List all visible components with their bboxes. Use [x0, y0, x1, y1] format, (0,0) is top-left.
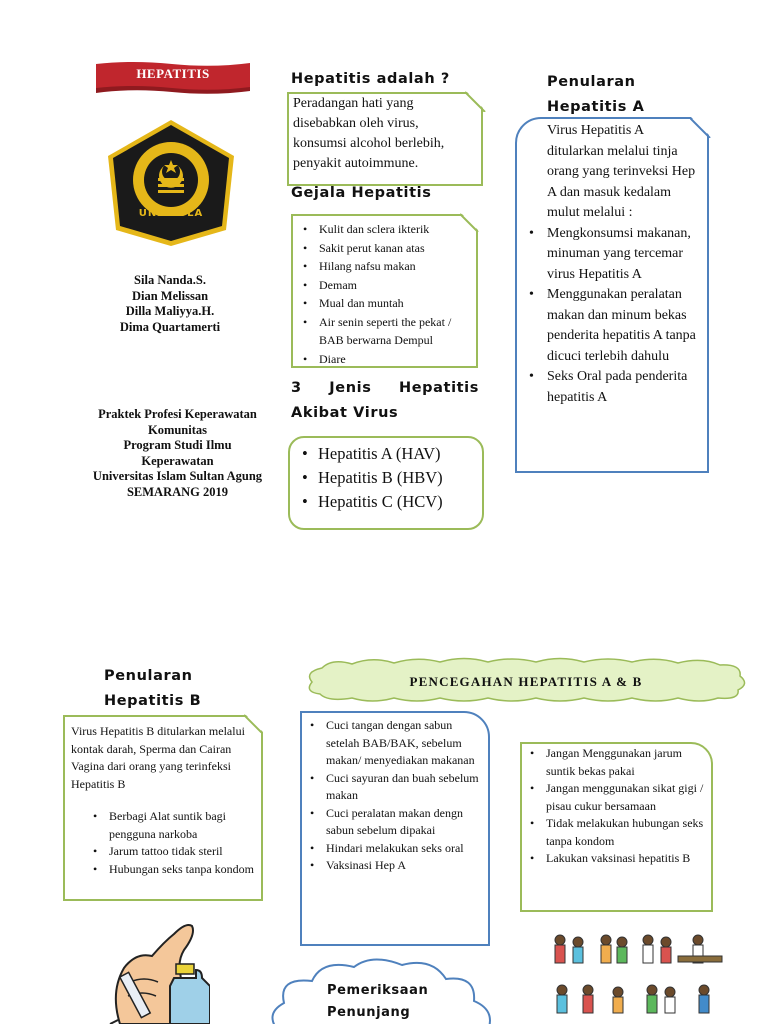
list-item: • Vaksinasi Hep A — [304, 857, 482, 875]
prevention-title: PENCEGAHAN HEPATITIS A & B — [409, 674, 643, 689]
list-item: • Menggunakan peralatan makan dan minum bekas penderita hepatitis A tanpa dicuci terlebih dahulu — [527, 285, 701, 367]
box-corner-fold — [690, 116, 712, 138]
types-title-word: Hepatitis — [399, 380, 479, 396]
list-item: • Jangan Menggunakan jarum suntik bekas pakai — [524, 745, 707, 780]
title-line: Penularan — [547, 74, 636, 90]
title-line: Hepatitis B — [104, 693, 202, 709]
list-item: • Jarum tattoo tidak steril — [87, 843, 255, 861]
list-item: • Cuci peralatan makan dengn sabun sebelum dipakai — [304, 805, 482, 840]
list-item: • Hepatitis B (HBV) — [296, 466, 476, 490]
types-title — [291, 376, 479, 426]
symptoms-title: Gejala Hepatitis — [291, 185, 432, 201]
transmission-a-intro: Virus Hepatitis A ditularkan melalui tinja orang yang terinveksi Hep A dan masuk kedalam mulut melalui : — [547, 123, 696, 220]
box-corner-fold — [244, 713, 264, 733]
list-item: • Cuci tangan dengan sabun setelah BAB/BAK, sebelum makan/ menyediakan makanan — [304, 717, 482, 770]
author: Sila Nanda.S. — [134, 273, 206, 287]
transmission-b-title — [104, 664, 201, 714]
authors — [60, 273, 280, 335]
box-corner-fold — [465, 90, 487, 112]
prevention-people-illustration — [548, 928, 728, 1024]
box-corner-fold — [460, 212, 480, 232]
institution-line: Praktek Profesi Keperawatan — [98, 407, 257, 421]
transmission-a-box — [515, 117, 709, 473]
author: Dima Quartamerti — [119, 319, 221, 334]
list-item: • Hindari melakukan seks oral — [304, 840, 482, 858]
author: Dilla Maliyya.H. — [125, 304, 215, 318]
definition-line: konsumsi alcohol berlebih, — [293, 136, 445, 151]
institution-line: Universitas Islam Sultan Agung — [92, 469, 263, 483]
list-item: • Cuci sayuran dan buah sebelum makan — [304, 770, 482, 805]
title-line: Penularan — [104, 668, 193, 684]
list-item: • Air senin seperti the pekat / BAB berwarna Dempul — [297, 313, 474, 350]
prevention-list-left — [300, 711, 490, 946]
exam-title — [327, 980, 428, 1024]
institution-line: SEMARANG 2019 — [126, 484, 229, 499]
logo-bottom-text: UNISSULA — [138, 208, 204, 219]
title-line: Penunjang — [327, 1005, 411, 1020]
list-item: • Demam — [297, 276, 474, 295]
list-item: • Hubungan seks tanpa kondom — [87, 861, 255, 879]
list-item: • Hepatitis C (HCV) — [296, 490, 476, 514]
institution-line: Program Studi Ilmu — [123, 438, 232, 452]
list-item: • Seks Oral pada penderita hepatitis A — [527, 367, 701, 408]
list-item: • Diare — [297, 350, 474, 369]
transmission-b-intro: Virus Hepatitis B ditularkan melalui kontak darah, Sperma dan Cairan Vagina dari orang yang terinfeksi Hepatitis B — [71, 724, 245, 791]
symptoms-box — [291, 214, 478, 368]
types-box — [288, 436, 484, 530]
banner-label: HEPATITIS — [136, 66, 210, 81]
types-title-word: Jenis — [329, 380, 372, 396]
list-item: • Mual dan muntah — [297, 294, 474, 313]
list-item: • Berbagi Alat suntik bagi pengguna narkoba — [87, 808, 255, 843]
list-item: • Lakukan vaksinasi hepatitis B — [524, 850, 707, 868]
definition-line: disebabkan oleh virus, — [293, 116, 419, 131]
definition-line: penyakit autoimmune. — [293, 156, 419, 171]
list-item: • Hepatitis A (HAV) — [296, 442, 476, 466]
university-logo — [104, 118, 238, 248]
transmission-b-box — [63, 715, 263, 901]
institution-line: Komunitas — [147, 422, 208, 437]
list-item: • Jangan menggunakan sikat gigi / pisau cukur bersamaan — [524, 780, 707, 815]
title-line: Pemeriksaan — [327, 983, 429, 998]
list-item: • Sakit perut kanan atas — [297, 239, 474, 258]
prevention-list-right — [520, 742, 713, 912]
list-item: • Hilang nafsu makan — [297, 257, 474, 276]
syringe-hand-illustration — [100, 912, 210, 1024]
definition-title: Hepatitis adalah ? — [291, 71, 450, 87]
title-line: Hepatitis A — [547, 99, 645, 115]
institution — [60, 407, 295, 500]
definition-box — [287, 92, 483, 186]
list-item: • Mengkonsumsi makanan, minuman yang tercemar virus Hepatitis A — [527, 224, 701, 286]
definition-line: Peradangan hati yang — [293, 96, 414, 111]
types-title-word: 3 — [291, 380, 302, 396]
list-item: • Tidak melakukan hubungan seks tanpa kondom — [524, 815, 707, 850]
transmission-a-title — [547, 70, 644, 120]
list-item: • Kulit dan sclera ikterik — [297, 220, 474, 239]
types-title-line2: Akibat Virus — [291, 405, 399, 421]
author: Dian Melissan — [131, 288, 209, 303]
institution-line: Keperawatan — [141, 453, 214, 468]
